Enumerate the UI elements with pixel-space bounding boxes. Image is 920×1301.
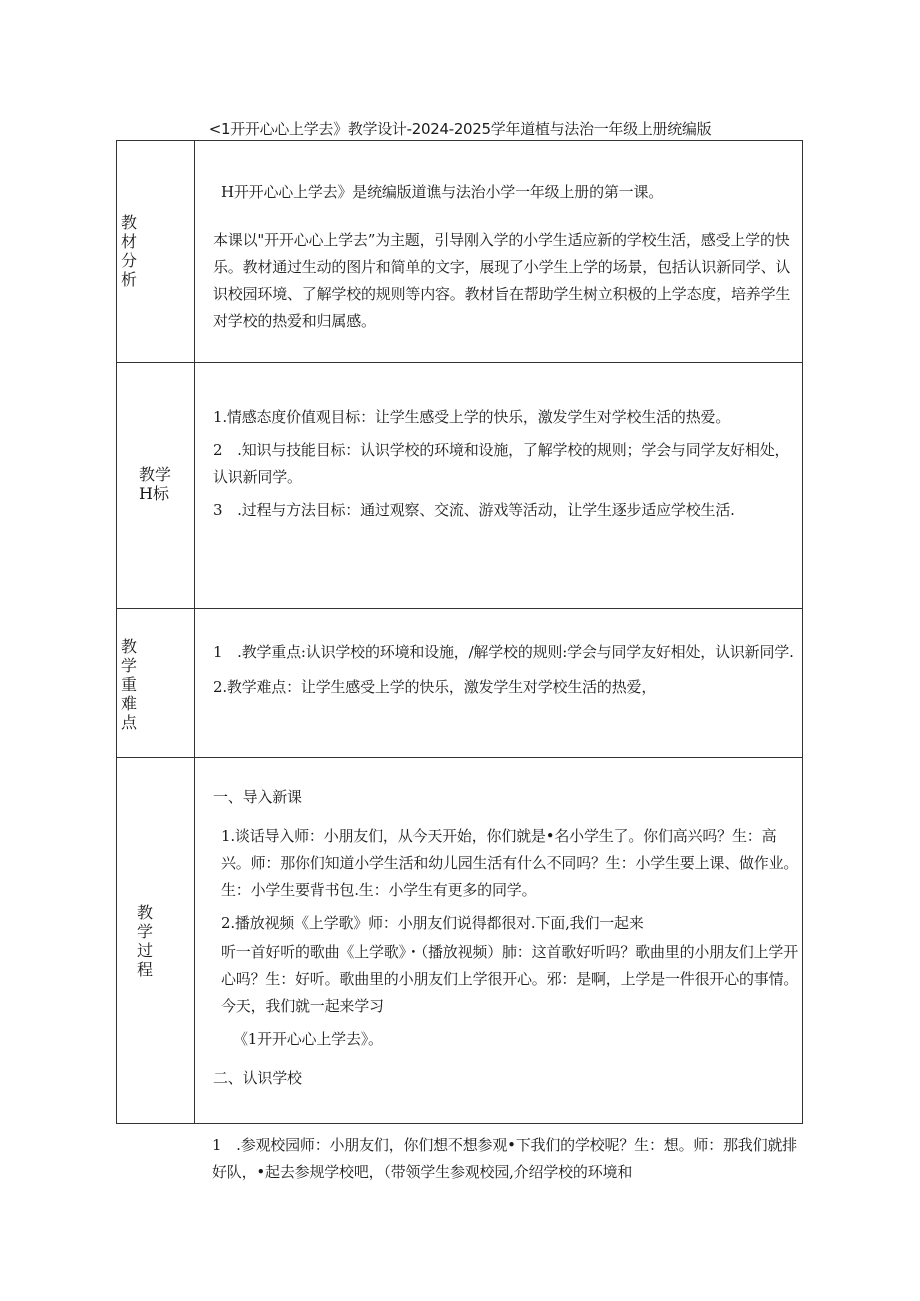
analysis-label: 教材分析 [121,213,138,289]
analysis-body: 本课以"开开心心上学去”为主题，引导刚入学的小学生适应新的学校生活，感受上学的快乐。教材通过生动的图片和简单的文字，展现了小学生上学的场景，包括认识新同学、认识校园环境、了解学校的规则等内容。教材旨在帮助学生树立积极的上学态度，培养学生对学校的热爱和归属感。 [213,231,791,330]
footer-paragraph: 1 .参观校园师：小朋友们，你们想不想参观•下我们的学校呢？生：想。师：那我们就排好队，•起去参规学校吧，（带领学生参观校园,介绍学校的环境和 [212,1136,797,1181]
row-divider [117,757,802,758]
process-heading-2: 二、认识学校 [213,1069,302,1087]
keypoint-2: 2.教学难点：让学生感受上学的快乐，激发学生对学校生活的热爱， [213,678,657,696]
lesson-plan-table [116,140,803,1124]
keypoint-1: 1 .教学重点:认识学校的环境和设施，/解学校的规则:学会与同学友好相处，认识新同学. [213,643,794,661]
row-divider [117,608,802,609]
process-step-1: 1.谈话导入师：小朋友们，从今天开始，你们就是•名小学生了。你们高兴吗？生：高兴。师：那你们知道小学生活和幼儿园生活有什么不同吗？生：小学生要上课、做作业。生：小学生要背书包.生：小学生有更多的同学。 [221,827,799,899]
goal-2: 2 .知识与技能目标：认识学校的环境和设施，了解学校的规则；学会与同学友好相处，认识新同学。 [213,441,790,486]
process-label: 教学过程 [137,903,154,979]
process-step-2-cont: 听一首好听的歌曲《上学歌》・（播放视频）肺：这首歌好听吗？歌曲里的小朋友们上学开心吗？生：好听。歌曲里的小朋友们上学很开心。邪：是啊，上学是一件很开心的事情。今天，我们就一起来学习 [221,943,799,1015]
goals-label: 教学H标 [139,465,172,503]
process-step-2-title: 《1开开心心上学去》。 [233,1030,383,1048]
process-content [213,784,799,1092]
continuation-text [212,1132,802,1186]
analysis-intro: H开开心心上学去》是统编版道谯与法治小学一年级上册的第一课。 [221,183,664,201]
column-divider [194,141,195,1123]
document-title: <1开开心心上学去》教学设计-2024-2025学年道植与法治一年级上册统编版 [208,120,712,138]
process-step-2: 2.播放视频《上学歌》师：小朋友们说得都很对.下面,我们一起来 [221,914,644,932]
keypoints-list [213,639,799,701]
goals-list [213,404,799,524]
keypoints-label: 教学重难点 [121,637,138,732]
row-divider [117,362,802,363]
process-heading-1: 一、导入新课 [213,788,302,806]
goal-1: 1.情感态度价值观目标：让学生感受上学的快乐，激发学生对学校生活的热爱。 [213,408,731,426]
goal-3: 3 .过程与方法目标：通过观察、交流、游戏等活动，让学生逐步适应学校生活. [213,501,735,519]
